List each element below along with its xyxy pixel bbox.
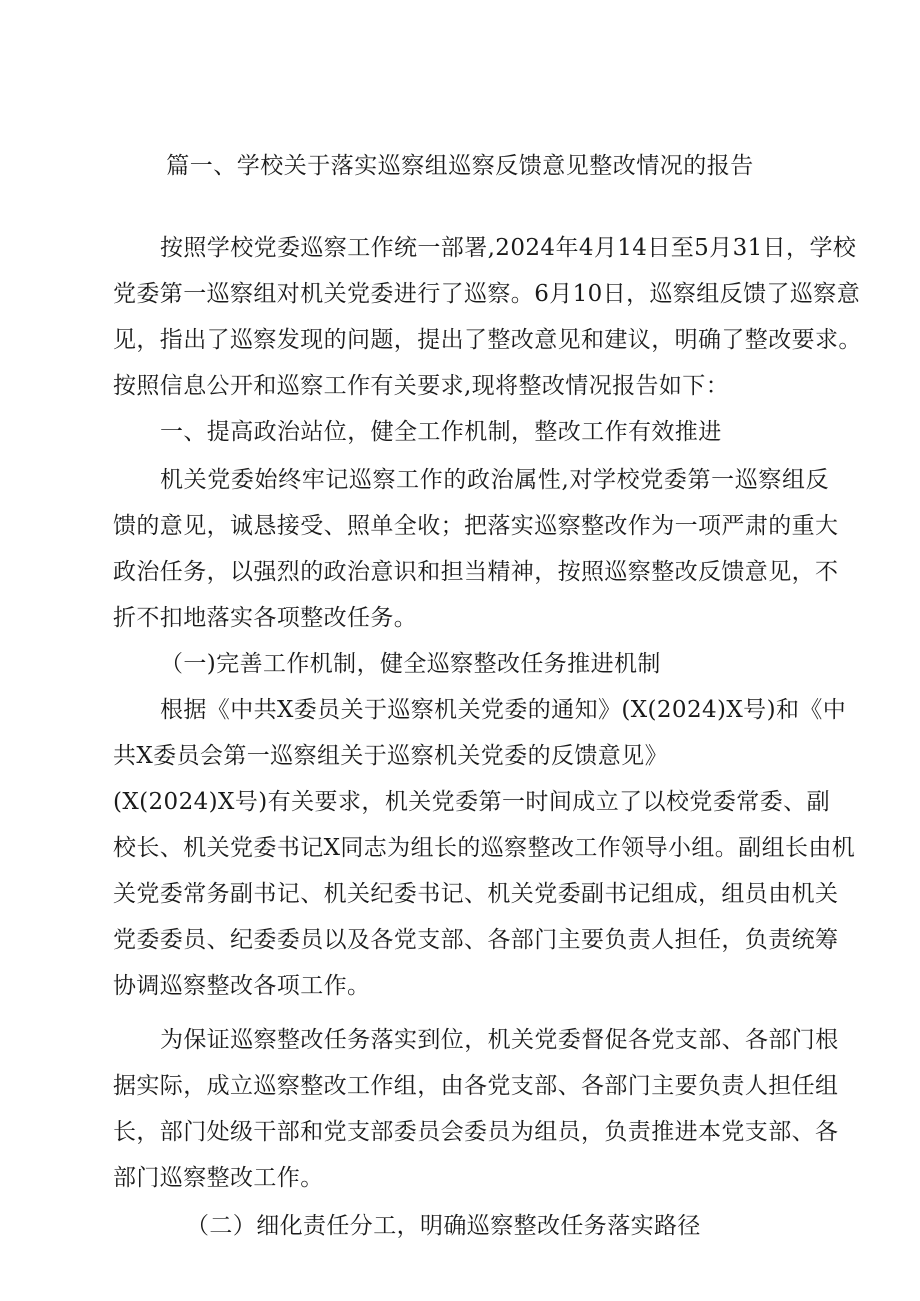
subsection-heading: （二）细化责任分工，明确巡察整改任务落实路径 (186, 1213, 701, 1239)
paragraph-line: 党委第一巡察组对机关党委进行了巡察。6月10日，巡察组反馈了巡察意 (113, 281, 861, 307)
paragraph-line: 关党委常务副书记、机关纪委书记、机关党委副书记组成，组员由机关 (113, 881, 839, 907)
paragraph-line: 按照学校党委巡察工作统一部署,2024年4月14日至5月31日，学校 (160, 235, 857, 261)
paragraph-line: 协调巡察整改各项工作。 (113, 973, 371, 999)
section-heading: 一、提高政治站位，健全工作机制，整改工作有效推进 (160, 419, 722, 445)
paragraph-line: 按照信息公开和巡察工作有关要求,现将整改情况报告如下： (113, 373, 730, 399)
paragraph-line: 共X委员会第一巡察组关于巡察机关党委的反馈意见》 (113, 743, 668, 769)
paragraph-line: 机关党委始终牢记巡察工作的政治属性,对学校党委第一巡察组反 (160, 467, 829, 493)
document-title: 篇一、学校关于落实巡察组巡察反馈意见整改情况的报告 (166, 153, 754, 179)
paragraph-line: 校长、机关党委书记X同志为组长的巡察整改工作领导小组。副组长由机 (113, 835, 856, 861)
paragraph-line: 为保证巡察整改任务落实到位，机关党委督促各党支部、各部门根 (160, 1027, 839, 1053)
paragraph-line: (X(2024)X号)有关要求，机关党委第一时间成立了以校党委常委、副 (113, 789, 830, 815)
paragraph-line: 政治任务，以强烈的政治意识和担当精神，按照巡察整改反馈意见，不 (113, 559, 839, 585)
paragraph-line: 部门巡察整改工作。 (113, 1165, 324, 1191)
paragraph-line: 馈的意见，诚恳接受、照单全收；把落实巡察整改作为一项严肃的重大 (113, 513, 839, 539)
paragraph-line: 见，指出了巡察发现的问题，提出了整改意见和建议，明确了整改要求。 (113, 327, 862, 353)
paragraph-line: 长，部门处级干部和党支部委员会委员为组员，负责推进本党支部、各 (113, 1119, 839, 1145)
paragraph-line: 据实际，成立巡察整改工作组，由各党支部、各部门主要负责人担任组 (113, 1073, 839, 1099)
paragraph-line: 根据《中共X委员关于巡察机关党委的通知》(X(2024)X号)和《中 (160, 697, 847, 723)
paragraph-line: 党委委员、纪委委员以及各党支部、各部门主要负责人担任，负责统筹 (113, 927, 839, 953)
subsection-heading: （一)完善工作机制，健全巡察整改任务推进机制 (160, 651, 661, 677)
paragraph-line: 折不扣地落实各项整改任务。 (113, 605, 418, 631)
